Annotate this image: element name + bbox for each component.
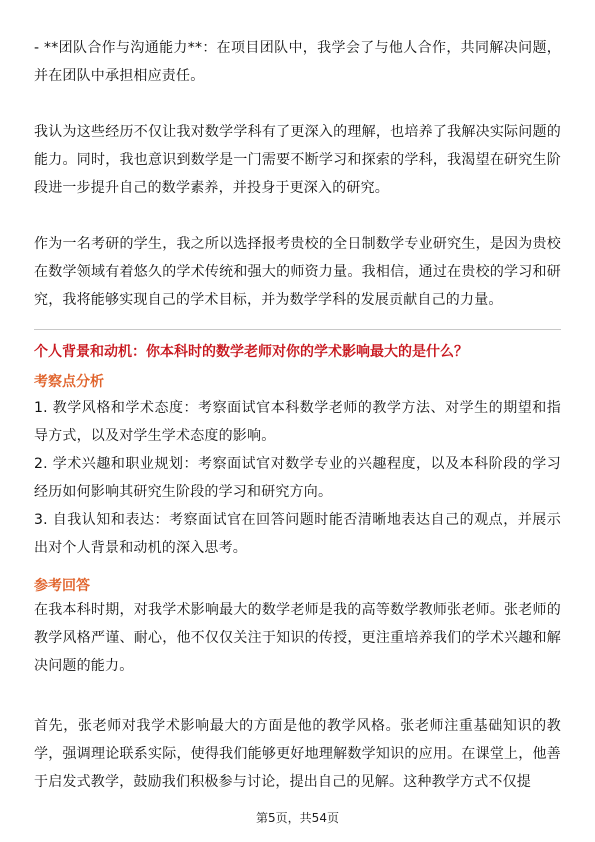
paragraph-motivation: 作为一名考研的学生，我之所以选择报考贵校的全日制数学专业研究生，是因为贵校在数学领域有着悠久的学术传统和强大的师资力量。我相信，通过在贵校的学习和研究，我将能够实现自己的学术目标，并为数学学科的发展贡献自己的力量。: [34, 236, 561, 308]
analysis-heading: 考察点分析: [34, 374, 104, 390]
reference-paragraph-1: 在我本科时期，对我学术影响最大的数学老师是我的高等数学教师张老师。张老师的教学风格严谨、耐心，他不仅仅关注于知识的传授，更注重培养我们的学术兴趣和解决问题的能力。: [34, 602, 561, 674]
reference-paragraph-2: 首先，张老师对我学术影响最大的方面是他的教学风格。张老师注重基础知识的教学，强调理论联系实际，使得我们能够更好地理解数学知识的应用。在课堂上，他善于启发式教学，鼓励我们积极参与讨论，提出自己的见解。这种教学方式不仅提: [34, 718, 561, 790]
section-divider: [34, 329, 561, 330]
analysis-item-3: 3. 自我认知和表达：考察面试官在回答问题时能否清晰地表达自己的观点，并展示出对个人背景和动机的深入思考。: [34, 512, 561, 556]
reference-heading: 参考回答: [34, 578, 90, 594]
page-number-footer: 第5页，共54页: [256, 811, 339, 825]
question-heading: 个人背景和动机：你本科时的数学老师对你的学术影响最大的是什么？: [34, 344, 468, 360]
analysis-item-2: 2. 学术兴趣和职业规划：考察面试官对数学专业的兴趣程度，以及本科阶段的学习经历如何影响其研究生阶段的学习和研究方向。: [34, 456, 561, 500]
paragraph-reflection: 我认为这些经历不仅让我对数学学科有了更深入的理解，也培养了我解决实际问题的能力。同时，我也意识到数学是一门需要不断学习和探索的学科，我渴望在研究生阶段进一步提升自己的数学素养，并投身于更深入的研究。: [34, 124, 561, 196]
analysis-item-1: 1. 教学风格和学术态度：考察面试官本科数学老师的教学方法、对学生的期望和指导方式，以及对学生学术态度的影响。: [34, 400, 561, 444]
paragraph-teamwork: - **团队合作与沟通能力**：在项目团队中，我学会了与他人合作，共同解决问题，并在团队中承担相应责任。: [34, 40, 561, 84]
